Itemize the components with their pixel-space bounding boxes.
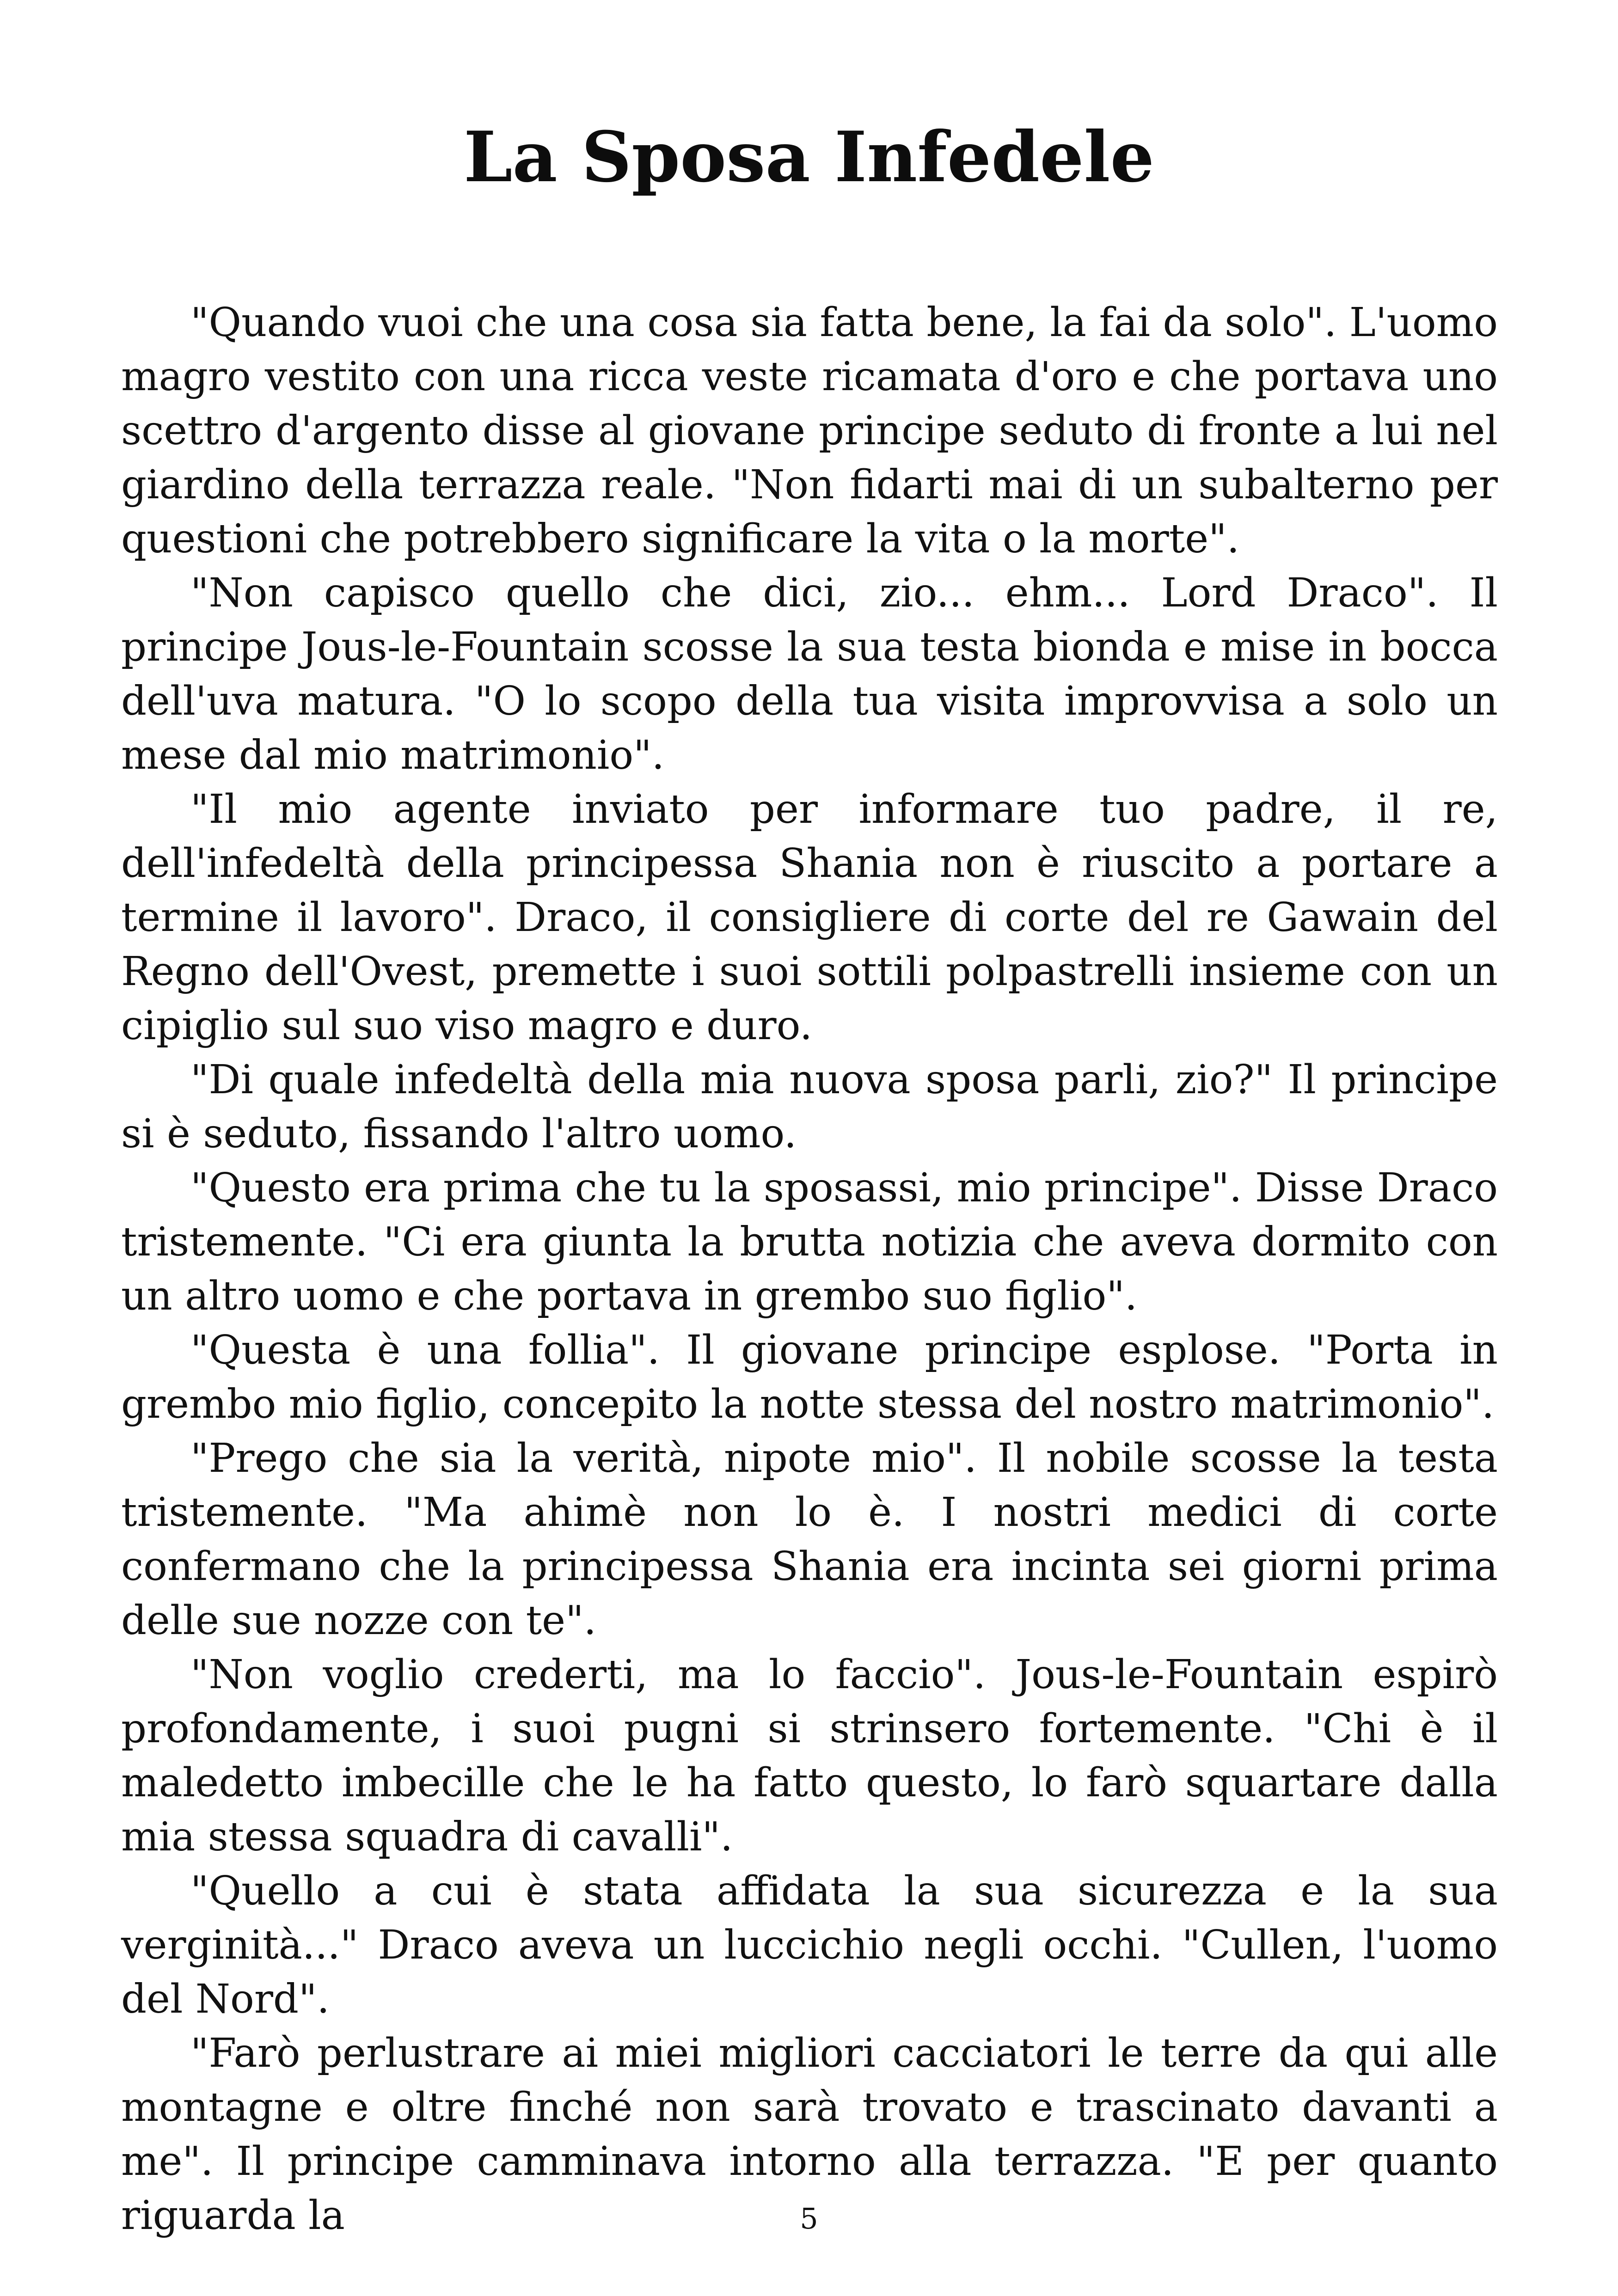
paragraph: "Questa è una follia". Il giovane principe esplose. "Porta in grembo mio figlio, concepito la notte stessa del nostro matrimonio". xyxy=(121,1327,1498,1427)
paragraph: "Prego che sia la verità, nipote mio". Il nobile scosse la testa tristemente. "Ma ahimè non lo è. I nostri medici di corte confermano che la principessa Shania era incinta sei giorni prima delle sue nozze con te". xyxy=(121,1435,1498,1644)
chapter-title: La Sposa Infedele xyxy=(464,116,1154,198)
paragraph: "Quando vuoi che una cosa sia fatta bene, la fai da solo". L'uomo magro vestito con una ricca veste ricamata d'oro e che portava uno scettro d'argento disse al giovane principe seduto di fronte a lui nel giardino della terrazza reale. "Non fidarti mai di un subalterno per questioni che potrebbero significare la vita o la morte". xyxy=(121,300,1498,562)
paragraph: "Non capisco quello che dici, zio... ehm... Lord Draco". Il principe Jous-le-Fountain scosse la sua testa bionda e mise in bocca dell'uva matura. "O lo scopo della tua visita improvvisa a solo un mese dal mio matrimonio". xyxy=(121,570,1498,778)
paragraph: "Non voglio crederti, ma lo faccio". Jous-le-Fountain espirò profondamente, i suoi pugni si strinsero fortemente. "Chi è il maledetto imbecille che le ha fatto questo, lo farò squartare dalla mia stessa squadra di cavalli". xyxy=(121,1652,1498,1860)
paragraph: "Di quale infedeltà della mia nuova sposa parli, zio?" Il principe si è seduto, fissando l'altro uomo. xyxy=(121,1057,1498,1157)
chapter-body xyxy=(121,296,1498,2243)
page-number: 5 xyxy=(800,2202,818,2235)
paragraph: "Farò perlustrare ai miei migliori cacciatori le terre da qui alle montagne e oltre finché non sarà trovato e trascinato davanti a me". Il principe camminava intorno alla terrazza. "E per quanto riguarda la xyxy=(121,2030,1498,2239)
paragraph: "Questo era prima che tu la sposassi, mio principe". Disse Draco tristemente. "Ci era giunta la brutta notizia che aveva dormito con un altro uomo e che portava in grembo suo figlio". xyxy=(121,1165,1498,1319)
paragraph: "Quello a cui è stata affidata la sua sicurezza e la sua verginità..." Draco aveva un luccichio negli occhi. "Cullen, l'uomo del Nord". xyxy=(121,1868,1498,2022)
paragraph: "Il mio agente inviato per informare tuo padre, il re, dell'infedeltà della principessa Shania non è riuscito a portare a termine il lavoro". Draco, il consigliere di corte del re Gawain del Regno dell'Ovest, premette i suoi sottili polpastrelli insieme con un cipiglio sul suo viso magro e duro. xyxy=(121,786,1498,1049)
